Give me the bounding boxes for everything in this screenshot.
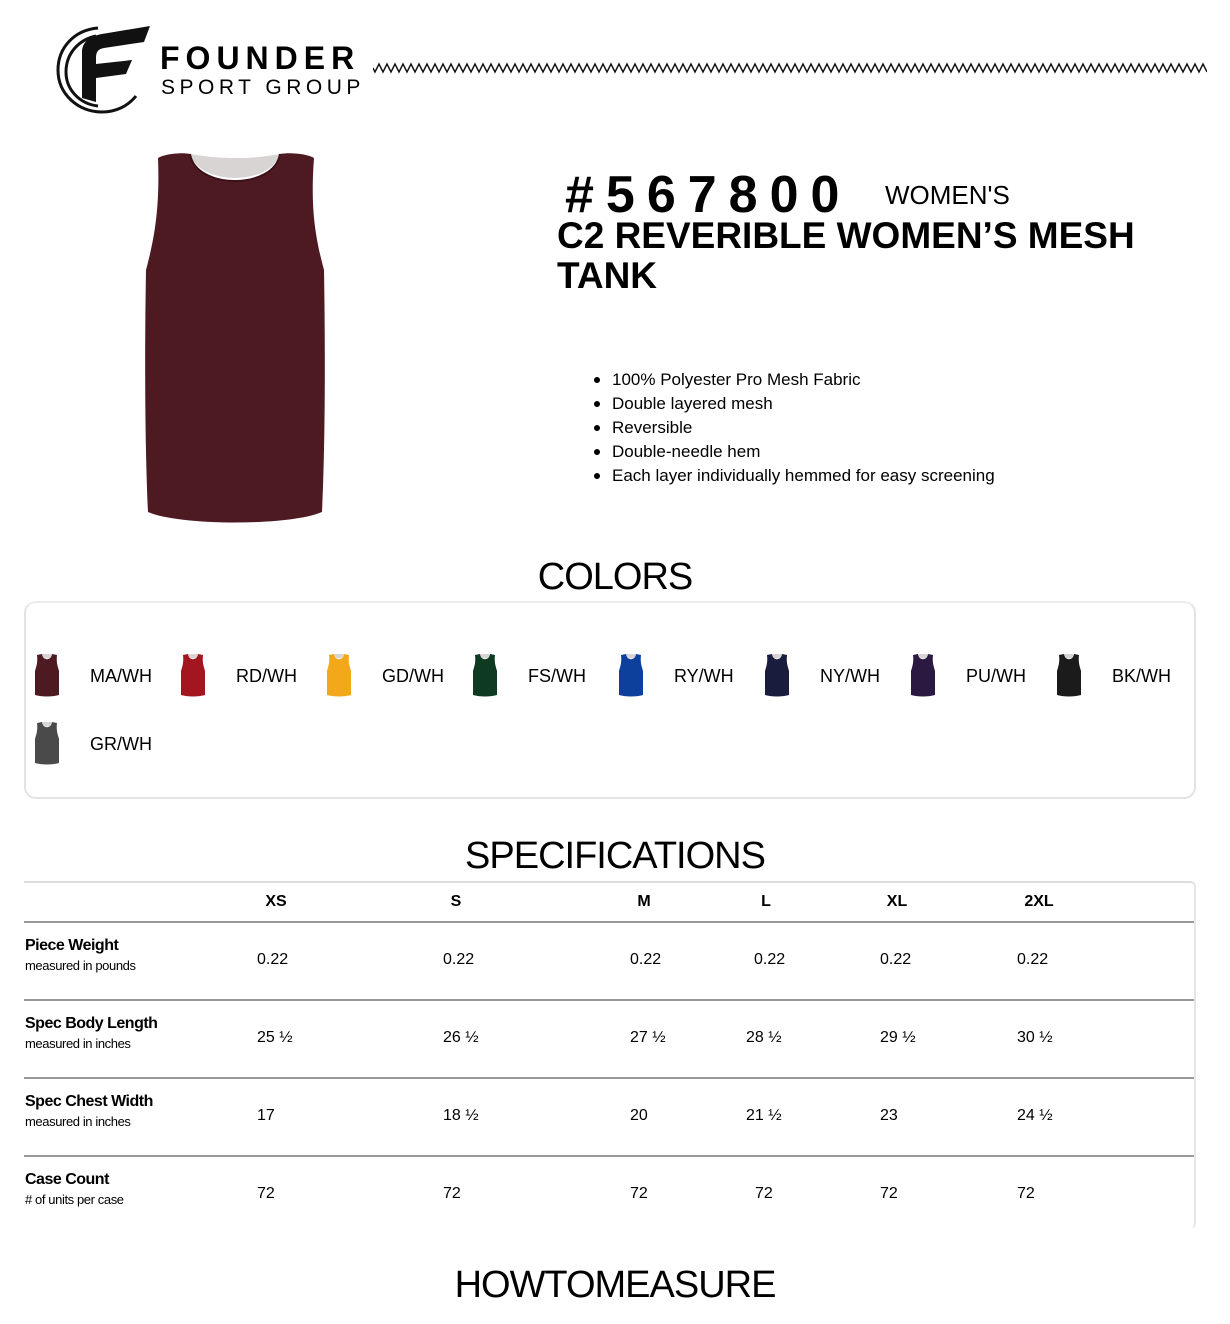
specifications-heading: SPECIFICATIONS <box>465 835 765 877</box>
tank-swatch-icon <box>34 653 60 697</box>
table-cell: 72 <box>755 1185 773 1202</box>
size-column-header: 2XL <box>1024 893 1054 910</box>
color-label: GD/WH <box>382 666 444 686</box>
row-label: Case Count <box>25 1171 109 1188</box>
table-header-row <box>24 883 1194 923</box>
product-title: C2 REVERIBLE WOMEN’S MESH TANK <box>557 215 1135 296</box>
table-cell: 0.22 <box>257 951 289 968</box>
color-label: MA/WH <box>90 666 152 686</box>
colors-panel <box>24 601 1196 799</box>
tank-swatch-icon <box>764 653 790 697</box>
table-cell: 72 <box>630 1185 648 1202</box>
size-column-header: L <box>761 893 771 910</box>
row-label: Spec Body Length <box>25 1015 158 1032</box>
founder-logo-icon <box>52 22 152 114</box>
feature-item: Reversible <box>612 416 995 440</box>
row-sublabel: # of units per case <box>25 1192 124 1207</box>
size-column-header: M <box>637 893 651 910</box>
feature-item: Each layer individually hemmed for easy screening <box>612 464 995 488</box>
table-row <box>24 923 1194 1001</box>
color-label: PU/WH <box>966 666 1026 686</box>
row-sublabel: measured in pounds <box>25 958 136 973</box>
color-label: NY/WH <box>820 666 880 686</box>
table-cell: 23 <box>880 1107 898 1124</box>
brand-subtitle: SPORT GROUP <box>161 76 365 99</box>
how-to-measure-heading: HOWTOMEASURE <box>454 1264 776 1306</box>
table-cell: 72 <box>443 1185 461 1202</box>
tank-swatch-icon <box>34 721 60 765</box>
table-cell: 21 ½ <box>746 1107 782 1124</box>
feature-list <box>612 368 995 488</box>
tank-swatch-icon <box>910 653 936 697</box>
table-row <box>24 1079 1194 1157</box>
row-sublabel: measured in inches <box>25 1036 131 1051</box>
specifications-table <box>24 881 1196 1229</box>
table-cell: 0.22 <box>754 951 786 968</box>
product-tank-image <box>140 150 330 528</box>
color-label: RY/WH <box>674 666 734 686</box>
table-cell: 25 ½ <box>257 1029 293 1046</box>
table-cell: 17 <box>257 1107 275 1124</box>
feature-item: Double layered mesh <box>612 392 995 416</box>
brand-name: FOUNDER <box>160 40 361 76</box>
colors-heading: COLORS <box>537 556 693 598</box>
feature-item: Double-needle hem <box>612 440 995 464</box>
table-cell: 28 ½ <box>746 1029 782 1046</box>
color-label: GR/WH <box>90 734 152 754</box>
table-cell: 0.22 <box>630 951 662 968</box>
color-label: RD/WH <box>236 666 297 686</box>
tank-swatch-icon <box>1056 653 1082 697</box>
table-cell: 0.22 <box>1017 951 1049 968</box>
color-label: BK/WH <box>1112 666 1172 686</box>
row-label: Spec Chest Width <box>25 1093 153 1110</box>
table-cell: 18 ½ <box>443 1107 479 1124</box>
color-label: FS/WH <box>528 666 586 686</box>
table-cell: 72 <box>880 1185 898 1202</box>
row-label: Piece Weight <box>25 937 119 954</box>
product-number: #567800 <box>565 166 852 224</box>
table-row <box>24 1001 1194 1079</box>
tank-swatch-icon <box>326 653 352 697</box>
size-column-header: S <box>450 893 462 910</box>
size-column-header: XS <box>265 893 287 910</box>
product-gender: WOMEN'S <box>885 180 1010 210</box>
table-row <box>24 1157 1194 1235</box>
table-cell: 29 ½ <box>880 1029 916 1046</box>
table-cell: 27 ½ <box>630 1029 666 1046</box>
decorative-zigzag-line <box>373 60 1207 76</box>
table-cell: 0.22 <box>880 951 912 968</box>
table-cell: 26 ½ <box>443 1029 479 1046</box>
tank-swatch-icon <box>472 653 498 697</box>
table-cell: 30 ½ <box>1017 1029 1053 1046</box>
table-cell: 20 <box>630 1107 648 1124</box>
table-cell: 24 ½ <box>1017 1107 1053 1124</box>
tank-swatch-icon <box>180 653 206 697</box>
tank-swatch-icon <box>618 653 644 697</box>
feature-item: 100% Polyester Pro Mesh Fabric <box>612 368 995 392</box>
header <box>0 0 1230 130</box>
row-sublabel: measured in inches <box>25 1114 131 1129</box>
size-column-header: XL <box>886 893 908 910</box>
table-cell: 72 <box>1017 1185 1035 1202</box>
table-cell: 0.22 <box>443 951 475 968</box>
table-cell: 72 <box>257 1185 275 1202</box>
